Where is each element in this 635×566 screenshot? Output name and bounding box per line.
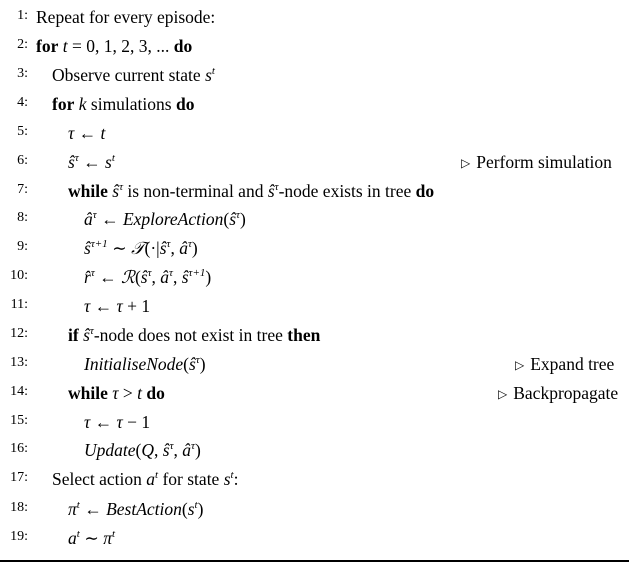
- code-token: t: [137, 383, 143, 403]
- code-token: t: [100, 123, 106, 143]
- code-token: Update: [84, 440, 136, 460]
- algorithm-line: [0, 5, 635, 29]
- code-token: ←: [96, 209, 123, 229]
- superscript: τ+1: [90, 238, 108, 250]
- code-token: a: [68, 528, 77, 548]
- code-token: ŝ: [181, 267, 189, 287]
- code-token: Repeat for every episode:: [36, 7, 216, 27]
- line-code: [84, 294, 150, 318]
- code-token: ŝ: [83, 325, 90, 345]
- comment-text: Backpropagate: [513, 383, 619, 403]
- code-token: s: [187, 499, 195, 519]
- superscript: τ: [119, 181, 123, 193]
- code-token: ,: [151, 267, 161, 287]
- comment-triangle-icon: ▷: [461, 156, 471, 170]
- algorithm-line: [0, 150, 635, 174]
- algorithm-line: [0, 294, 635, 318]
- superscript: t: [111, 152, 115, 164]
- code-token: â: [160, 267, 170, 287]
- code-token: τ: [116, 412, 123, 432]
- code-token: â: [179, 238, 188, 258]
- algorithm-line: [0, 121, 635, 145]
- line-code: [84, 207, 246, 231]
- algorithm-line: [0, 179, 635, 203]
- code-token: ): [199, 354, 206, 374]
- algorithm-line: [0, 265, 635, 289]
- superscript: τ: [74, 152, 79, 164]
- line-code: [84, 438, 201, 462]
- line-number: 12:: [10, 326, 28, 341]
- line-number: 14:: [10, 384, 28, 399]
- superscript: t: [112, 528, 116, 540]
- line-number: 15:: [10, 413, 28, 428]
- line-number: 8:: [17, 210, 28, 225]
- code-token: -node exists in tree: [278, 181, 416, 201]
- code-token: ∼: [79, 528, 104, 548]
- code-token: ŝ: [267, 181, 275, 201]
- comment-triangle-icon: ▷: [515, 358, 525, 372]
- algorithm-line: [0, 92, 635, 116]
- code-token: (: [183, 354, 189, 374]
- code-token: s: [223, 469, 231, 489]
- code-token: ←: [90, 412, 117, 432]
- code-token: â: [84, 209, 93, 229]
- superscript: τ: [191, 440, 195, 452]
- code-token: ): [191, 238, 198, 258]
- keyword: while: [68, 383, 108, 403]
- superscript: t: [76, 528, 80, 540]
- code-token: >: [118, 383, 138, 403]
- code-token: ←: [79, 499, 107, 519]
- code-token: ←: [74, 123, 101, 143]
- line-number: 9:: [17, 239, 28, 254]
- code-token: π: [68, 499, 77, 519]
- keyword: do: [415, 181, 435, 201]
- code-token: t: [62, 36, 68, 56]
- code-token: ŝ: [112, 181, 120, 201]
- code-token: + 1: [122, 296, 151, 316]
- code-token: Select action: [52, 469, 147, 489]
- code-token: − 1: [122, 412, 151, 432]
- line-code: [52, 467, 238, 491]
- code-token: τ: [68, 123, 75, 143]
- line-number: 2:: [17, 37, 28, 52]
- code-token: ,: [173, 440, 183, 460]
- line-comment: [515, 352, 614, 378]
- code-token: (: [223, 209, 230, 229]
- superscript: τ: [92, 209, 97, 221]
- line-code: [84, 410, 150, 434]
- code-token: ŝ: [229, 209, 237, 229]
- code-token: k: [78, 94, 87, 114]
- algorithm-line: [0, 34, 635, 58]
- code-token: (: [134, 267, 141, 287]
- code-token: π: [103, 528, 113, 548]
- algorithm-line: [0, 497, 635, 521]
- code-token: ŝ: [68, 152, 75, 172]
- code-token: ŝ: [140, 267, 148, 287]
- superscript: t: [230, 469, 234, 481]
- comment-triangle-icon: ▷: [498, 387, 508, 401]
- superscript: τ: [187, 238, 192, 250]
- algorithm-line: [0, 410, 635, 434]
- algorithm-line: [0, 236, 635, 260]
- line-number: 11:: [10, 297, 28, 312]
- code-token: simulations: [86, 94, 176, 114]
- code-token: τ: [116, 296, 123, 316]
- superscript: τ: [274, 181, 279, 193]
- superscript: τ: [90, 267, 95, 279]
- line-number: 6:: [17, 153, 28, 168]
- superscript: τ: [147, 267, 152, 279]
- comment-text: Expand tree: [530, 354, 615, 374]
- keyword: if: [68, 325, 79, 345]
- bottom-rule: [0, 560, 629, 562]
- code-token: ): [205, 267, 212, 287]
- code-token: ): [197, 499, 204, 519]
- line-number: 4:: [17, 95, 28, 110]
- code-token: ,: [154, 440, 163, 460]
- line-number: 18:: [10, 500, 28, 515]
- line-code: [68, 179, 434, 203]
- code-token: s: [205, 65, 212, 85]
- line-code: [36, 5, 215, 29]
- code-token: = 0, 1, 2, 3, ...: [67, 36, 174, 56]
- code-token: r̂: [84, 267, 91, 287]
- code-token: ℛ: [121, 268, 135, 288]
- code-token: τ: [112, 383, 119, 403]
- line-number: 17:: [10, 470, 28, 485]
- code-token: ←: [90, 296, 117, 316]
- code-token: ): [194, 440, 201, 460]
- code-token: ←: [78, 152, 105, 172]
- line-number: 1:: [17, 8, 28, 23]
- line-number: 7:: [17, 182, 28, 197]
- algorithm-line: [0, 323, 635, 347]
- line-code: [52, 63, 215, 87]
- code-token: τ: [84, 412, 91, 432]
- keyword: do: [175, 94, 195, 114]
- superscript: t: [211, 65, 215, 77]
- code-token: a: [146, 469, 156, 489]
- code-token: -node does not exist in tree: [93, 325, 288, 345]
- algorithm-line: [0, 467, 635, 491]
- line-number: 5:: [17, 124, 28, 139]
- line-number: 13:: [10, 355, 28, 370]
- code-token: for state: [158, 469, 224, 489]
- keyword: do: [173, 36, 193, 56]
- code-token: Q: [141, 440, 154, 460]
- code-token: Observe current state: [52, 65, 206, 85]
- line-number: 10:: [10, 268, 28, 283]
- line-code: [36, 34, 192, 58]
- code-token: ŝ: [162, 440, 170, 460]
- code-token: 𝒯: [131, 239, 145, 259]
- comment-text: Perform simulation: [476, 152, 612, 172]
- line-number: 3:: [17, 66, 28, 81]
- keyword: while: [68, 181, 108, 201]
- line-code: [84, 352, 206, 376]
- line-code: [84, 236, 198, 261]
- keyword: do: [146, 383, 165, 403]
- code-token: (: [135, 440, 142, 460]
- code-token: is non-terminal and: [123, 181, 268, 201]
- superscript: τ: [236, 209, 240, 221]
- line-code: [68, 323, 320, 347]
- algorithm-line: [0, 381, 635, 405]
- keyword: for: [36, 36, 59, 56]
- code-token: ŝ: [84, 238, 91, 258]
- code-token: ,: [170, 238, 180, 258]
- code-token: ): [239, 209, 246, 229]
- code-token: (·|: [144, 238, 160, 258]
- code-token: â: [182, 440, 191, 460]
- superscript: t: [194, 499, 198, 511]
- line-number: 19:: [10, 529, 28, 544]
- superscript: τ: [166, 238, 171, 250]
- superscript: τ: [195, 354, 200, 366]
- line-code: [68, 381, 165, 405]
- code-token: τ: [84, 296, 91, 316]
- code-token: ←: [94, 267, 121, 287]
- line-comment: [461, 150, 612, 176]
- line-number: 16:: [10, 441, 28, 456]
- code-token: ExploreAction: [122, 209, 224, 229]
- line-code: [68, 121, 105, 145]
- code-token: ŝ: [188, 354, 196, 374]
- superscript: τ: [169, 267, 173, 279]
- line-comment: [498, 381, 618, 407]
- code-token: InitialiseNode: [84, 354, 184, 374]
- line-code: [68, 150, 115, 174]
- keyword: for: [52, 94, 75, 114]
- line-code: [84, 265, 211, 290]
- code-token: ŝ: [159, 238, 167, 258]
- superscript: τ+1: [188, 267, 206, 279]
- algorithm-line: [0, 438, 635, 462]
- line-code: [68, 497, 203, 521]
- code-token: (: [181, 499, 188, 519]
- line-code: [52, 92, 194, 116]
- algorithm-line: [0, 207, 635, 231]
- code-token: :: [233, 469, 239, 489]
- algorithm-line: [0, 526, 635, 550]
- algorithm-line: [0, 352, 635, 376]
- code-token: BestAction: [106, 499, 182, 519]
- algorithm-line: [0, 63, 635, 87]
- code-token: ,: [172, 267, 182, 287]
- superscript: t: [155, 469, 159, 481]
- line-code: [68, 526, 115, 550]
- code-token: s: [105, 152, 112, 172]
- superscript: τ: [169, 440, 174, 452]
- superscript: t: [76, 499, 80, 511]
- superscript: τ: [89, 325, 94, 337]
- keyword: then: [287, 325, 321, 345]
- code-token: ∼: [107, 238, 132, 258]
